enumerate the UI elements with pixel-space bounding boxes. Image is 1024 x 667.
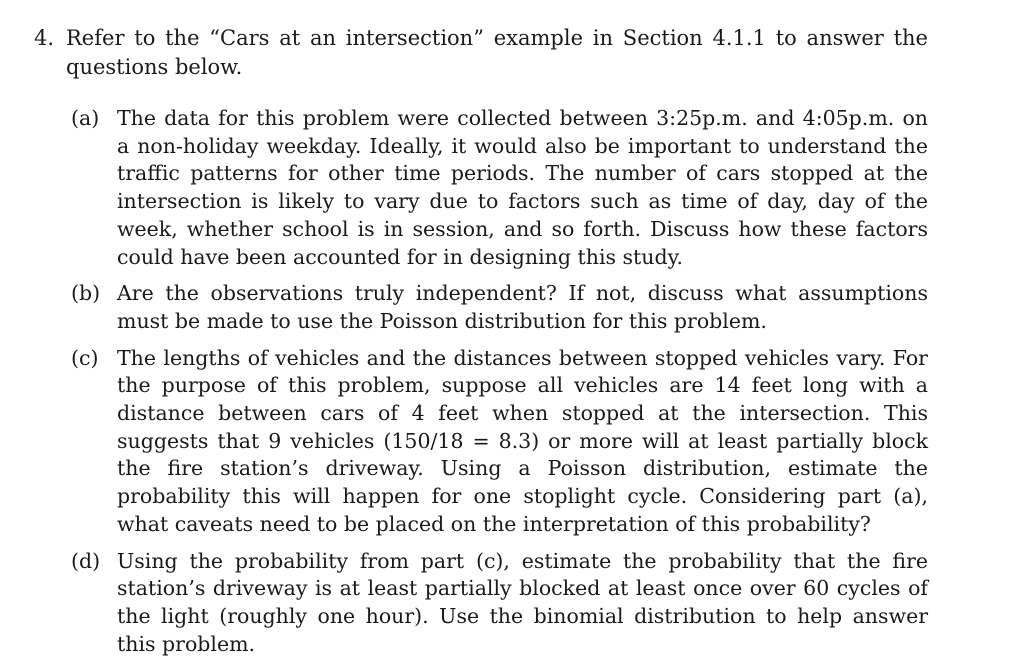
part-text: The data for this problem were collected between 3:25p.m. and 4:05p.m. on a non-holiday weekday. Ideally, it would also be important to understand the traffic patterns for other time periods. The number of cars stopped at the intersection is likely to vary due to factors such as time of day, day of the week, whether school is in session, and so forth. Discuss how these factors could have been accounted for in designing this study. bbox=[117, 106, 928, 269]
part-label: (c) bbox=[71, 345, 99, 370]
part-label: (a) bbox=[71, 106, 100, 130]
problem-statement: Refer to the “Cars at an intersection” example in Section 4.1.1 to answer the questions below. bbox=[66, 26, 928, 79]
part-text: Are the observations truly independent? If not, discuss what assumptions must be made to use the Poisson distribution for this problem. bbox=[117, 281, 928, 333]
problem-number: 4. bbox=[34, 26, 55, 50]
part-label: (b) bbox=[71, 281, 101, 306]
part-d bbox=[71, 548, 928, 659]
problem-4 bbox=[34, 24, 934, 667]
problem-header bbox=[34, 24, 934, 82]
part-c bbox=[71, 345, 928, 539]
part-label: (d) bbox=[71, 548, 101, 573]
part-b bbox=[71, 280, 928, 335]
part-text: The lengths of vehicles and the distances between stopped vehicles vary. For the purpose of this problem, suppose all vehicles are 14 feet long with a distance between cars of 4 feet when stopped at the intersection. This suggests that 9 vehicles (150/18 = 8.3) or more will at least partially block the fire station’s driveway. Using a Poisson distribution, estimate the probability this will happen for one stoplight cycle. Considering part (a), what caveats need to be placed on the interpretation of this probability? bbox=[117, 345, 928, 536]
part-a bbox=[71, 105, 928, 271]
problem-parts bbox=[71, 105, 928, 658]
part-text: Using the probability from part (c), estimate the probability that the fire station’s driveway is at least partially blocked at least once over 60 cycles of the light (roughly one hour). Use the binomial distribution to help answer this problem. bbox=[117, 548, 928, 656]
